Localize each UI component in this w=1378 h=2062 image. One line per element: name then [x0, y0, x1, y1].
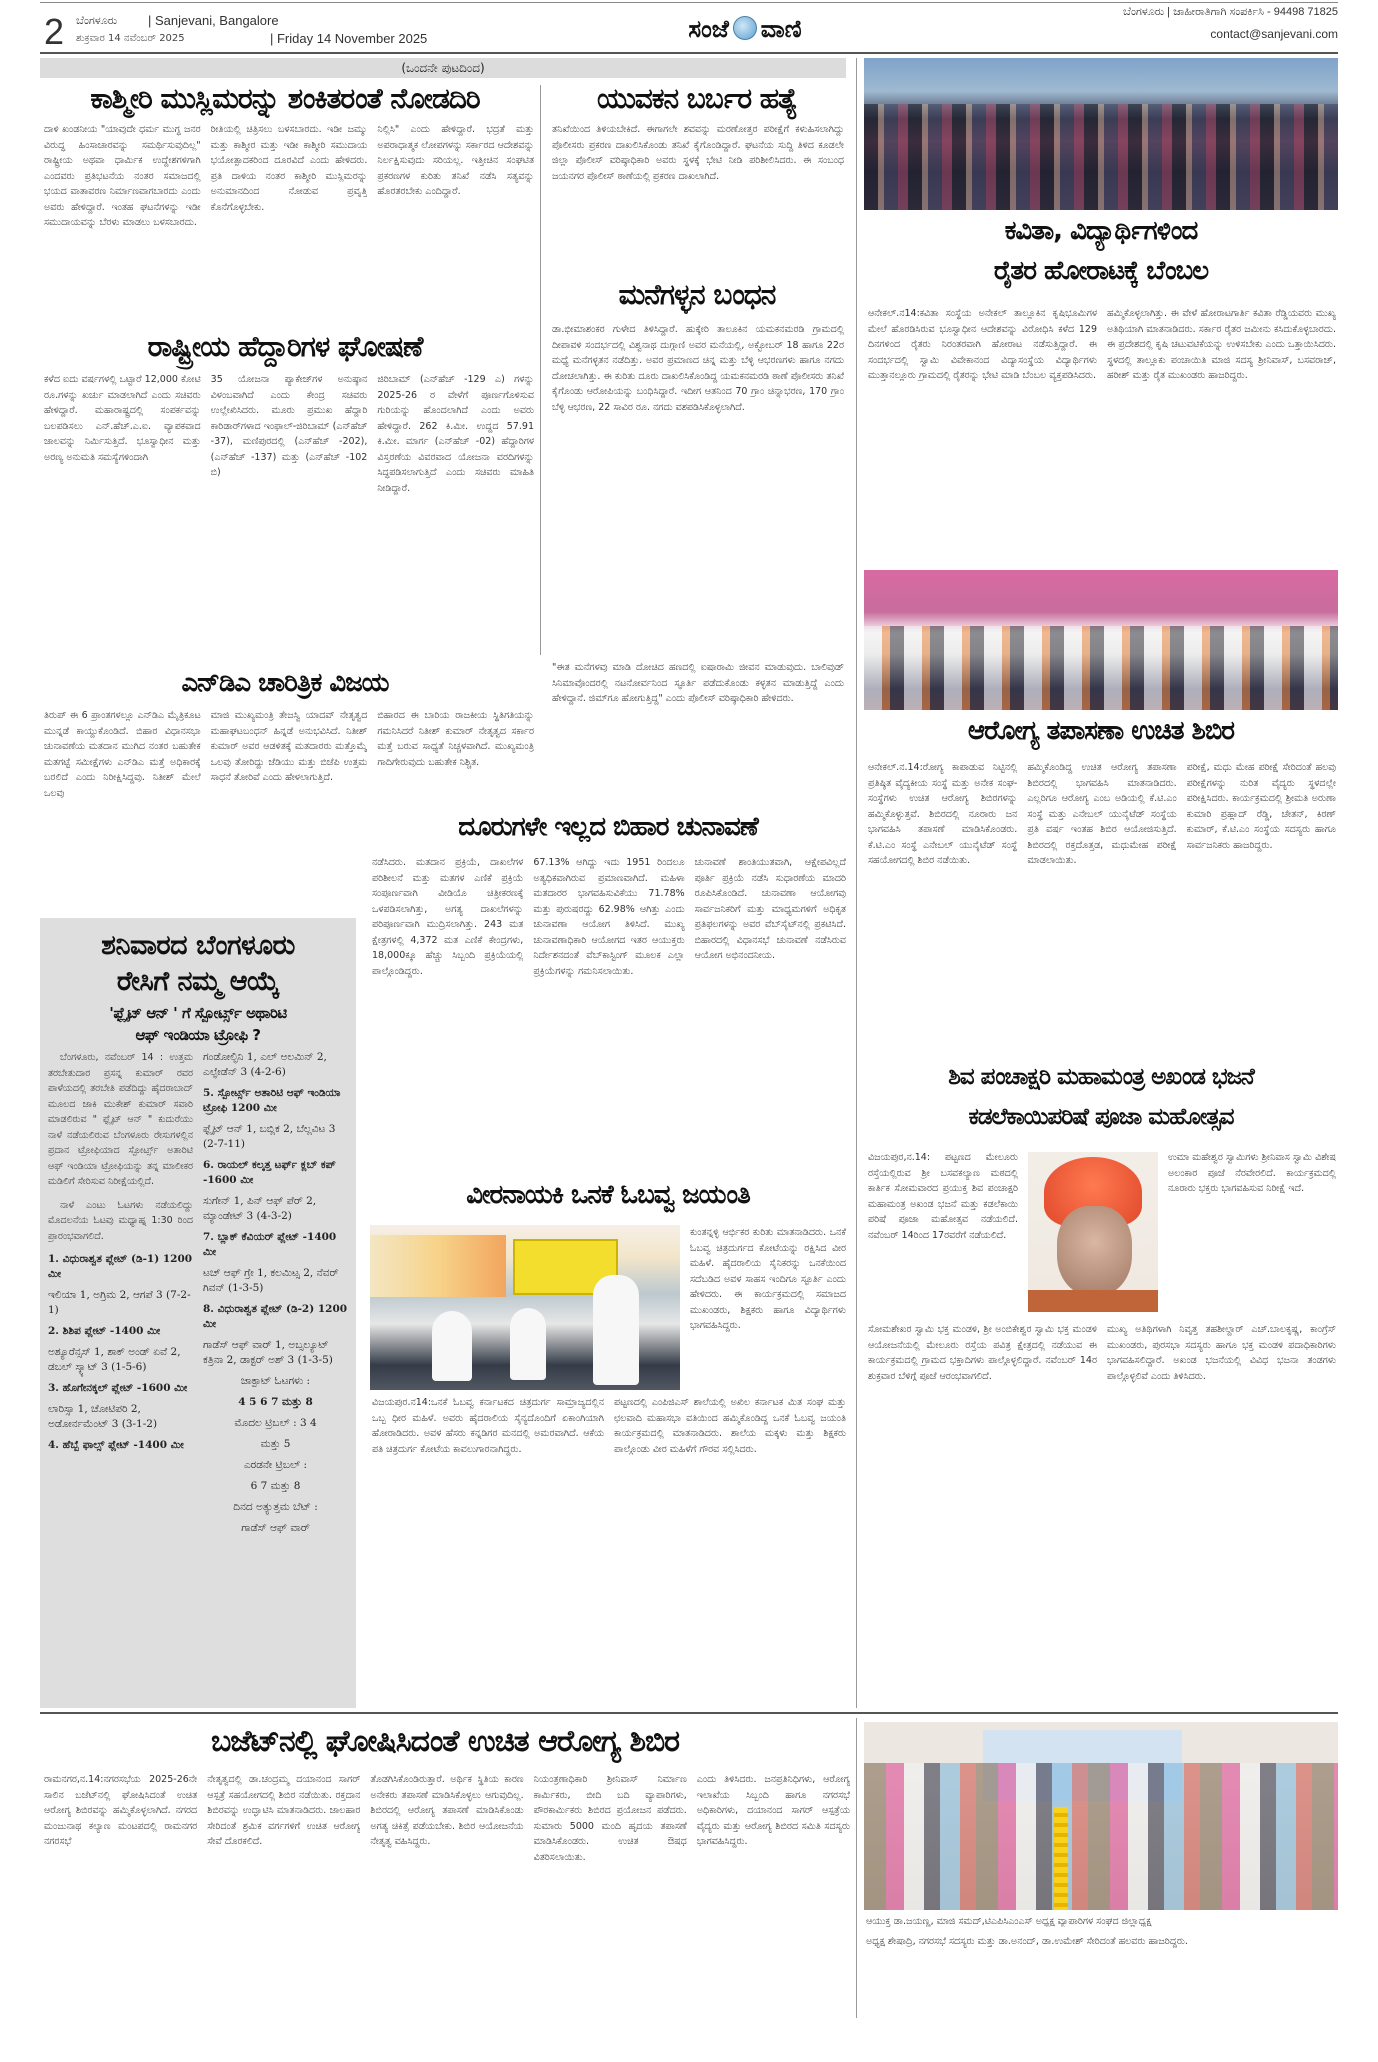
column-divider	[856, 1718, 857, 2018]
race-item	[203, 1302, 348, 1368]
race-picks: ಲಾರಿಸ್ಸಾ 1, ಚೋಟಿಪರಿ 2, ಅಡೋರ್ನಮೆಂಟ್ 3 (3-1-2)	[48, 1403, 158, 1430]
race-item	[48, 1438, 193, 1453]
photo-crowd	[864, 626, 1338, 710]
race-title: 5. ಸ್ಪೋರ್ಟ್ಸ್ ಅತಾರಿಟಿ ಆಫ್ ಇಂಡಿಯಾ ಟ್ರೋಫಿ 1200 ಮೀ	[203, 1087, 341, 1114]
story-column: ರಾಮನಗರ,ನ.14:ನಗರಸಭೆಯ 2025-26ನೇ ಸಾಲಿನ ಬಜೆಟ್‌ನಲ್ಲಿ ಘೋಷಿಸಿದಂತೆ ಉಚಿತ ಆರೋಗ್ಯ ಶಿಬಿರವನ್ನು ಹಮ್ಮಿಕೊಳ್ಳಲಾಗಿದೆ. ನಗರದ ಮಂಜುನಾಥ ಕಲ್ಯಾಣ ಮಂಟಪದಲ್ಲಿ ರಾಮನಗರ ನಗರಸಭೆ	[44, 1774, 198, 1847]
story-column: ಆನೇಕಲ್.ನ14:ಕವಿತಾ ಸಂಸ್ಥೆಯ ಅನೇಕಲ್ ತಾಲ್ಲೂಕಿನ ಕೃಷಿಭೂಮಿಗಳ ಮೇಲೆ ಹೊರಡಿಸಿರುವ ಭೂಸ್ವಾಧೀನ ಆದೇಶವನ್ನು ವಿರೋಧಿಸಿ ಕಳೆದ 129 ದಿನಗಳಿಂದ ರೈತರು ನಿರಂತರವಾಗಿ ಹೋರಾಟ ನಡೆಸುತ್ತಿದ್ದಾರೆ. ಈ ಸಂದರ್ಭದಲ್ಲಿ ಸ್ವಾಮಿ ವಿವೇಕಾನಂದ ವಿದ್ಯಾಸಂಸ್ಥೆಯ ವಿದ್ಯಾರ್ಥಿಗಳು ಮುತ್ತಾನಲ್ಲೂರು ಗ್ರಾಮದಲ್ಲಿ ರೈತರನ್ನು ಭೇಟಿ ಮಾಡಿ ಬೆಂಬಲ ವ್ಯಕ್ತಪಡಿಸಿದರು.	[868, 308, 1097, 381]
edition-label: | Sanjevani, Bangalore	[148, 13, 279, 28]
story-bhajan	[868, 1322, 1336, 1707]
race-list-left	[48, 1252, 193, 1453]
race-title: 3. ಹೊಗೇನಕ್ಕಲ್ ಪ್ಲೇಟ್ -1600 ಮೀ	[48, 1382, 188, 1394]
photo-person	[432, 1311, 472, 1381]
race-picks: ಅಶ್ಯೂರೆನ್ಸಸ್ 1, ಶಾಕ್ ಅಂಡ್ ಏವೆ 2, ಡಬಲ್ ಸ್ಕ್ಯಾಟ್ 3 (1-5-6)	[48, 1346, 181, 1373]
story-column: ಪರೀಕ್ಷೆ, ಮಧು ಮೇಹ ಪರೀಕ್ಷೆ ಸೇರಿದಂತೆ ಹಲವು ಪರೀಕ್ಷೆಗಳನ್ನು ನುರಿತ ವೈದ್ಯರು ಸ್ಥಳದಲ್ಲೇ ಪರೀಕ್ಷಿಸಿದರು. ಕಾರ್ಯಕ್ರಮದಲ್ಲಿ ಶ್ರೀಮತಿ ಅರುಣಾ ಕುಮಾರಿ ಪ್ರಹ್ಲಾದ್ ರೆಡ್ಡಿ, ಚೇತನ್, ಕಿರಣ್ ಕುಮಾರ್, ಕೆ.ಟಿ.ಎಂ ಸಂಸ್ಥೆಯ ಸದಸ್ಯರು ಹಾಗೂ ಸಾರ್ವಜನಿಕರು ಹಾಜರಿದ್ದರು.	[1186, 762, 1336, 851]
photo-robe	[1028, 1290, 1158, 1312]
race-title: 6. ರಾಯಲ್ ಕಲ್ಕತ್ತ ಟರ್ಫ್ ಕ್ಲಬ್ ಕಪ್ -1600 ಮೀ	[203, 1159, 336, 1186]
story-column: ಮಾಜಿ ಮುಖ್ಯಮಂತ್ರಿ ತೇಜಸ್ವಿ ಯಾದವ್ ನೇತೃತ್ವದ ಮಹಾಘಟಬಂಧನ್ ಹಿನ್ನಡೆ ಅನುಭವಿಸಿದೆ. ನಿತೀಶ್ ಕುಮಾರ್ ಅವರ ಆಡಳಿತಕ್ಕೆ ಮತದಾರರು ಮತ್ತೊಮ್ಮೆ ಒಲವು ತೋರಿದ್ದು ಜೆಡಿಯು ಮತ್ತು ಬಿಜೆಪಿ ಉತ್ತಮ ಸಾಧನೆ ತೋರಿವೆ ಎಂದು ಹೇಳಲಾಗುತ್ತಿದೆ.	[210, 710, 368, 783]
race-box-left-column	[48, 1050, 193, 1542]
treble2-label: ಎರಡನೇ ಟ್ರಿಬಲ್ :	[243, 1459, 308, 1471]
jackpot-label: ಜಾಕ್ಪಾಟ್ ಓಟಗಳು :	[240, 1375, 311, 1387]
headline-murder: ಯುವಕನ ಬರ್ಬರ ಹತ್ಯೆ	[597, 82, 797, 115]
story-column: ನೇತೃತ್ವದಲ್ಲಿ ಡಾ.ಚಂದ್ರಮ್ಮ ದಯಾನಂದ ಸಾಗರ್ ಆಸ್ಪತ್ರೆ ಸಹಯೋಗದಲ್ಲಿ ಶಿಬಿರ ನಡೆಯಿತು. ರಕ್ತದಾನ ಶಿಬಿರವನ್ನು ಉದ್ಘಾಟಿಸಿ ಮಾತನಾಡಿದರು. ಜಾಲಹಾರ ಸೇರಿದಂತೆ ಶ್ರಮಿಕ ವರ್ಗಗಳಿಗೆ ಉಚಿತ ಆರೋಗ್ಯ ಸೇವೆ ದೊರಕಲಿದೆ.	[207, 1774, 361, 1847]
story-theft: ಡಾ.ಭೀಮಾಶಂಕರ ಗುಳೇದ ತಿಳಿಸಿದ್ದಾರೆ. ಹುಕ್ಕೇರಿ ತಾಲೂಕಿನ ಯಮಕನಮರಡಿ ಗ್ರಾಮದಲ್ಲಿ ದೀಪಾವಳಿ ಸಂದರ್ಭದಲ್ಲಿ ವಿಶ್ವನಾಥ ದುಗ್ಗಾಣಿ ಅವರ ಮನೆಯಲ್ಲಿ, ಅಕ್ಟೋಬರ್ 18 ಹಾಗೂ 22ರ ಮಧ್ಯೆ ಮನೆಗಳ್ಳತನ ನಡೆದಿತ್ತು. ಅವರ ಪ್ರಮಾಣದ ಚಿನ್ನ ಮತ್ತು ಬೆಳ್ಳಿ ಆಭರಣಗಳು ಹಾಗೂ ನಗದು ದೋಚಲಾಗಿತ್ತು. ಈ ಕುರಿತು ದೂರು ದಾಖಲಿಸಿಕೊಂಡಿದ್ದ ಯಮಕನಮರಡಿ ಠಾಣೆ ಪೊಲೀಸರು ತನಿಖೆ ಕೈಗೊಂಡು ಆರೋಪಿಯನ್ನು ಬಂಧಿಸಿದ್ದಾರೆ. ಇದೀಗ ಆತನಿಂದ 70 ಗ್ರಾಂ ಚಿನ್ನಾಭರಣ, 170 ಗ್ರಾಂ ಬೆಳ್ಳಿ ಆಭರಣ, 22 ಸಾವಿರ ರೂ. ನಗದು ವಶಪಡಿಸಿಕೊಳ್ಳಲಾಗಿದೆ.	[552, 324, 844, 413]
continued-from-page-one: (ಒಂದನೇ ಪುಟದಿಂದ)	[40, 58, 846, 78]
photo-face	[1057, 1206, 1132, 1296]
photo-lamp-lighting	[864, 1722, 1338, 1910]
photo-lamp-flowers	[1054, 1807, 1068, 1910]
section-rule	[40, 1712, 1338, 1714]
story-column: ಆನೇಕಲ್.ನ.14:ರೋಗ್ಯ ಕಾಪಾಡುವ ನಿಟ್ಟಿನಲ್ಲಿ ಪ್ರತಿಷ್ಠಿತ ವೈದ್ಯಕೀಯ ಸಂಸ್ಥೆ ಮತ್ತು ಅನೇಕ ಸಂಘ-ಸಂಸ್ಥೆಗಳು ಉಚಿತ ಆರೋಗ್ಯ ಶಿಬಿರಗಳನ್ನು ಹಮ್ಮಿಕೊಳ್ಳುತ್ತವೆ. ಶಿಬಿರದಲ್ಲಿ ನೂರಾರು ಜನ ಭಾಗವಹಿಸಿ ತಪಾಸಣೆ ಮಾಡಿಸಿಕೊಂಡರು. ಕೆ.ಟಿ.ಎಂ ಸಂಸ್ಥೆ ಎನೇಬಲ್ ಯುನೈಟೆಡ್ ಸಂಸ್ಥೆ ಸಹಯೋಗದಲ್ಲಿ ಶಿಬಿರ ನಡೆಯಿತು.	[868, 762, 1018, 866]
story-bihar	[372, 855, 846, 1155]
story-column: 35 ಯೋಜನಾ ಪ್ಯಾಕೇಜ್‌ಗಳ ಅನುಷ್ಠಾನ ವಿಳಂಬವಾಗಿದೆ ಎಂದು ಕೇಂದ್ರ ಸಚಿವರು ಉಲ್ಲೇಖಿಸಿದರು. ಮೂರು ಪ್ರಮುಖ ಹೆದ್ದಾರಿ ಕಾರಿಡಾರ್‌ಗಳಾದ ಇಂಫಾಲ್-ಜಿರಿಬಾಮ್ (ಎನ್‌ಹೆಚ್ -37), ಮಣಿಪುರದಲ್ಲಿ (ಎನ್‌ಹೆಚ್ -202), (ಎನ್‌ಹೆಚ್ -137) ಮತ್ತು (ಎನ್‌ಹೆಚ್ -102 ಬಿ)	[210, 374, 368, 478]
headline-theft: ಮನೆಗಳ್ಳನ ಬಂಧನ	[618, 278, 776, 311]
story-column: ದಾಳಿ ಖಂಡನೀಯ "ಯಾವುದೇ ಧರ್ಮ ಮುಗ್ಧ ಜನರ ವಿರುದ್ಧ ಹಿಂಸಾಚಾರವನ್ನು ಸಮರ್ಥಿಸುವುದಿಲ್ಲ" ರಾಷ್ಟ್ರೀಯ ಅಥವಾ ಧಾರ್ಮಿಕ ಉದ್ದೇಶಗಳಿಗಾಗಿ ಎಂದವರು ಪ್ರತಿಭಟನೆಯ ನಂತರ ಸಮಾಜದಲ್ಲಿ ಭಯದ ವಾತಾವರಣ ನಿರ್ಮಾಣವಾಗಬಾರದು ಎಂದು ಅವರು ಹೇಳಿದ್ದಾರೆ. ಇಂತಹ ಘಟನೆಗಳನ್ನು ಇಡೀ ಸಮುದಾಯವನ್ನು ಬೆರಳು ಮಾಡಲು ಬಳಸಬಾರದು.	[44, 124, 201, 228]
race-picks: ಗಂಡೋಲ್ಫಿನಿ 1, ಎಲ್ ಅಲಮಿನ್ 2, ಎಲ್ಫೇಡೆನ್ 3 (4-2-6)	[203, 1051, 327, 1078]
city-kannada: ಬೆಂಗಳೂರು	[76, 14, 118, 27]
race-picks: ಟಚ್ ಆಫ್ ಗ್ರೇ 1, ಕಲಮಿಟ್ಸ 2, ನೆವರ್ ಗಿವನ್ (1-3-5)	[203, 1267, 339, 1294]
race-item	[203, 1086, 348, 1152]
column-divider	[540, 85, 541, 655]
story-column: 67.13% ಆಗಿದ್ದು ಇದು 1951 ರಿಂದಲೂ ಅತ್ಯಧಿಕವಾಗಿರುವ ಪ್ರಮಾಣವಾಗಿದೆ. ಮಹಿಳಾ ಮತದಾರರ ಭಾಗವಹಿಸುವಿಕೆಯು 71.78% ಮತ್ತು ಪುರುಷರದ್ದು 62.98% ಆಗಿತ್ತು ಎಂದು ಚುನಾವಣಾ ಆಯೋಗ ತಿಳಿಸಿದೆ. ಮುಖ್ಯ ಚುನಾವಣಾಧಿಕಾರಿ ಆಯೋಗದ ಇತರ ಆಯುಕ್ತರು ನಿರ್ದೇಶನದಂತೆ ವೆಬ್‌ಕಾಸ್ಟಿಂಗ್ ಮೂಲಕ ಎಲ್ಲಾ ಪ್ರಕ್ರಿಯೆಗಳನ್ನು ಗಮನಿಸಲಾಯಿತು.	[533, 857, 685, 977]
logo-text-left: ಸಂಜೆ	[688, 13, 729, 43]
headline-bhajan-line2: ಕಡಲೆಕಾಯಿಪರಿಷೆ ಪೂಜಾ ಮಹೋತ್ಸವ	[968, 1104, 1234, 1130]
top-rule	[40, 2, 1338, 3]
story-column: ನಿಲ್ಲಿಸಿ" ಎಂದು ಹೇಳಿದ್ದಾರೆ. ಭದ್ರತೆ ಮತ್ತು ಅಪರಾಧಾತ್ಮಕ ಲೋಪಗಳನ್ನು ಸರ್ಕಾರದ ಆದೇಶವನ್ನು ನಿರ್ಲಕ್ಷಿಸುವುದು ಸರಿಯಲ್ಲ. ಇತ್ತೀಚಿನ ಸಂಘಟಿತ ಪ್ರಕರಣಗಳ ಕುರಿತು ತನಿಖೆ ನಡೆಸಿ ಸತ್ಯವನ್ನು ಹೊರತರಬೇಕು ಎಂದಿದ್ದಾರೆ.	[377, 124, 534, 197]
race-item	[203, 1230, 348, 1296]
best-bet-value: ಗಾಡೆಸ್ ಆಫ್ ವಾರ್	[241, 1522, 310, 1534]
photo-students-farmers	[864, 58, 1338, 210]
race-item	[48, 1324, 193, 1375]
treble1-value: ಮತ್ತು 5	[260, 1438, 291, 1450]
story-murder: ತನಿಖೆಯಿಂದ ತಿಳಿಯಬೇಕಿದೆ. ಈಗಾಗಲೇ ಶವವನ್ನು ಮರಣೋತ್ತರ ಪರೀಕ್ಷೆಗೆ ಕಳುಹಿಸಲಾಗಿದ್ದು ಪೊಲೀಸರು ಪ್ರಕರಣ ದಾಖಲಿಸಿಕೊಂಡು ತನಿಖೆ ಕೈಗೊಂಡಿದ್ದಾರೆ. ಘಟನೆಯ ಸುದ್ದಿ ತಿಳಿದ ಕೂಡಲೇ ಜಿಲ್ಲಾ ಪೊಲೀಸ್ ವರಿಷ್ಠಾಧಿಕಾರಿ ಅವರು ಸ್ಥಳಕ್ಕೆ ಭೇಟಿ ನೀಡಿ ಪರಿಶೀಲಿಸಿದರು. ಈ ಸಂಬಂಧ ಜಯನಗರ ಪೊಲೀಸ್ ಠಾಣೆಯಲ್ಲಿ ಪ್ರಕರಣ ದಾಖಲಾಗಿದೆ.	[552, 124, 844, 182]
story-farmers	[868, 306, 1336, 556]
story-bhajan-left: ವಿಜಯಪುರ,ನ.14: ಪಟ್ಟಣದ ಮೇಲೂರು ರಸ್ತೆಯಲ್ಲಿರುವ ಶ್ರೀ ಬಸವಕಲ್ಯಾಣ ಮಠದಲ್ಲಿ ಕಾರ್ತಿಕ ಸೋಮವಾರದ ಪ್ರಯುಕ್ತ ಶಿವ ಪಂಚಾಕ್ಷರಿ ಮಹಾಮಂತ್ರ ಅಖಂಡ ಭಜನೆ ಮತ್ತು ಕಡಲೆಕಾಯಿ ಪರಿಷೆ ಪೂಜಾ ಮಹೋತ್ಸವ ನಡೆಯಲಿದೆ. ನವೆಂಬರ್ 14ರಿಂದ 17ರವರೆಗೆ ನಡೆಯಲಿದೆ.	[868, 1152, 1018, 1241]
story-column: ಎಂದು ತಿಳಿಸಿದರು. ಜನಪ್ರತಿನಿಧಿಗಳು, ಆರೋಗ್ಯ ಇಲಾಖೆಯ ಸಿಬ್ಬಂದಿ ಹಾಗೂ ನಗರಸಭೆ ಅಧಿಕಾರಿಗಳು, ದಯಾನಂದ ಸಾಗರ್ ಆಸ್ಪತ್ರೆಯ ವೈದ್ಯರು ಮತ್ತು ಆರೋಗ್ಯ ಶಿಬಿರದ ಸಮಿತಿ ಸದಸ್ಯರು ಭಾಗವಹಿಸಿದ್ದರು.	[696, 1774, 850, 1847]
story-column: ವಿಜಯಪುರ.ನ14:ಒನಕೆ ಓಬವ್ವ ಕರ್ನಾಟಕದ ಚಿತ್ರದುರ್ಗ ಸಾಮ್ರಾಜ್ಯದಲ್ಲಿನ ಒಬ್ಬ ಧೀರ ಮಹಿಳೆ. ಅವರು ಹೈದರಾಲಿಯ ಸೈನ್ಯದೊಂದಿಗೆ ಏಕಾಂಗಿಯಾಗಿ ಹೋರಾಡಿದರು. ಅವಳ ಹೆಸರು ಕನ್ನಡಿಗರ ಮನದಲ್ಲಿ ಅಮರವಾಗಿದೆ. ಆಕೆಯ ಪತಿ ಚಿತ್ರದುರ್ಗ ಕೋಟೆಯ ಕಾವಲುಗಾರನಾಗಿದ್ದರು.	[372, 1397, 604, 1455]
treble1-label: ಮೊದಲ ಟ್ರಿಬಲ್ : 3 4	[234, 1417, 317, 1429]
headline-nda: ಎನ್‌ಡಿಎ ಚಾರಿತ್ರಿಕ ವಿಜಯ	[181, 668, 389, 698]
photo-crowd	[864, 1763, 1338, 1910]
story-obavva-right: ಕುಂತನ್ನಳ್ಳಿ ಆರ್ಭಿಕರ ಕುರಿತು ಮಾತನಾಡಿದರು. ಒನಕೆ ಓಬವ್ವ ಚಿತ್ರದುರ್ಗದ ಕೋಟೆಯನ್ನು ರಕ್ಷಿಸಿದ ವೀರ ಮಹಿಳೆ. ಹೈದರಾಲಿಯ ಸೈನಿಕರನ್ನು ಒನಕೆಯಿಂದ ಸದೆಬಡಿದ ಅವಳ ಸಾಹಸ ಇಂದಿಗೂ ಸ್ಫೂರ್ತಿ ಎಂದು ಹೇಳಿದರು. ಈ ಕಾರ್ಯಕ್ರಮದಲ್ಲಿ ಸಮಾಜದ ಮುಖಂಡರು, ಶಿಕ್ಷಕರು ಹಾಗೂ ವಿದ್ಯಾರ್ಥಿಗಳು ಭಾಗವಹಿಸಿದ್ದರು.	[690, 1227, 846, 1331]
ad-contact: ಬೆಂಗಳೂರು | ಜಾಹೀರಾತಿಗಾಗಿ ಸಂಪರ್ಕಿಸಿ - 94498 71825	[1123, 6, 1338, 18]
story-column: ಬಿಹಾರದ ಈ ಬಾರಿಯ ರಾಜಕೀಯ ಸ್ಥಿತಿಗತಿಯನ್ನು ಗಮನಿಸಿದರೆ ನಿತೀಶ್ ಕುಮಾರ್ ನೇತೃತ್ವದ ಸರ್ಕಾರ ಮತ್ತೆ ಬರುವ ಸಾಧ್ಯತೆ ನಿಚ್ಚಳವಾಗಿದೆ. ಮುಖ್ಯಮಂತ್ರಿ ಗಾದಿಗೇರುವುದು ಬಹುತೇಕ ನಿಶ್ಚಿತ.	[377, 710, 534, 768]
newspaper-logo	[660, 10, 830, 46]
photo-swamiji-portrait	[1028, 1152, 1158, 1312]
headline-farmers-line2: ರೈತರ ಹೋರಾಟಕ್ಕೆ ಬೆಂಬಲ	[993, 256, 1209, 286]
globe-icon	[733, 16, 757, 40]
story-column: ಪಟ್ಟಣದಲ್ಲಿ ಎಂಪಿಜಿಎಸ್ ಶಾಲೆಯಲ್ಲಿ ಅಖಿಲ ಕರ್ನಾಟಕ ಮಿತ ಸಂಘ ಮತ್ತು ಛಲವಾದಿ ಮಹಾಸಭಾ ವತಿಯಿಂದ ಹಮ್ಮಿಕೊಂಡಿದ್ದ ಒನಕೆ ಓಬವ್ವ ಜಯಂತಿ ಕಾರ್ಯಕ್ರಮದಲ್ಲಿ ಮಾತನಾಡಿದರು. ಶಾಲೆಯ ಮಕ್ಕಳು ಮತ್ತು ಶಿಕ್ಷಕರು ಪಾಲ್ಗೊಂಡು ವೀರ ಮಹಿಳೆಗೆ ಗೌರವ ಸಲ್ಲಿಸಿದರು.	[614, 1397, 846, 1455]
race-title: 4. ಹೆಬ್ಬೆ ಫಾಲ್ಸ್ ಪ್ಲೇಟ್ -1400 ಮೀ	[48, 1439, 184, 1451]
treble2-value: 6 7 ಮತ್ತು 8	[250, 1480, 301, 1492]
masthead-rule	[40, 52, 1338, 54]
story-column: ತೊಡಗಿಸಿಕೊಂಡಿರುತ್ತಾರೆ. ಅರ್ಥಿಕ ಸ್ಥಿತಿಯ ಕಾರಣ ಅನೇಕರು ತಪಾಸಣೆ ಮಾಡಿಸಿಕೊಳ್ಳಲು ಆಗುವುದಿಲ್ಲ. ಶಿಬಿರದಲ್ಲಿ ಆರೋಗ್ಯ ತಪಾಸಣೆ ಮಾಡಿಸಿಕೊಂಡು ಅಗತ್ಯ ಚಿಕಿತ್ಸೆ ಪಡೆಯಬೇಕು. ಶಿಬಿರ ಆಯೋಜನೆಯ ನೇತೃತ್ವ ವಹಿಸಿದ್ದರು.	[370, 1774, 524, 1847]
photo-person	[510, 1308, 546, 1380]
headline-highways: ರಾಷ್ಟ್ರೀಯ ಹೆದ್ದಾರಿಗಳ ಘೋಷಣೆ	[147, 330, 423, 363]
headline-budget: ಬಜೆಟ್‌ನಲ್ಲಿ ಘೋಷಿಸಿದಂತೆ ಉಚಿತ ಆರೋಗ್ಯ ಶಿಬಿರ	[210, 1724, 680, 1759]
photo-caption: ಆಯುಕ್ತ ಡಾ.ಜಯಣ್ಣ, ಮಾಜಿ ಸಮದ್,ಟಿಎಪಿಸಿಎಂಎಸ್ ಅಧ್ಯಕ್ಷ ವ್ಯಾಪಾರಿಗಳ ಸಂಘದ ಜಿಲ್ಲಾಧ್ಯಕ್ಷ	[866, 1916, 1152, 1927]
story-column: ನಿಯಂತ್ರಣಾಧಿಕಾರಿ ಶ್ರೀನಿವಾಸ್ ನಿರ್ಮಾಣ ಕಾರ್ಮಿಕರು, ಬೀದಿ ಬದಿ ವ್ಯಾಪಾರಿಗಳು, ಪೌರಕಾರ್ಮಿಕರು ಶಿಬಿರದ ಪ್ರಯೋಜನ ಪಡೆದರು. ಸುಮಾರು 5000 ಮಂದಿ ಹೃದಯ ತಪಾಸಣೆ ಮಾಡಿಸಿಕೊಂಡರು. ಉಚಿತ ಔಷಧ ವಿತರಿಸಲಾಯಿತು.	[533, 1774, 687, 1863]
story-column: ತಿರುಪ್ ಈ 6 ಪ್ರಾಂತಗಳಲ್ಲೂ ಎನ್‌ಡಿಎ ಮೈತ್ರಿಕೂಟ ಮುನ್ನಡೆ ಕಾಯ್ದುಕೊಂಡಿದೆ. ಬಿಹಾರ ವಿಧಾನಸಭಾ ಚುನಾವಣೆಯ ಮತದಾನ ಮುಗಿದ ನಂತರ ಬಹುತೇಕ ಮತಗಟ್ಟೆ ಸಮೀಕ್ಷೆಗಳು ಎನ್‌ಡಿಎ ಮತ್ತೆ ಅಧಿಕಾರಕ್ಕೆ ಬರಲಿದೆ ಎಂದು ನಿರೀಕ್ಷಿಸಿದ್ದವು. ನಿತೀಶ್ ಮೇಲೆ ಒಲವು	[44, 710, 201, 799]
race-box-title-line2: ರೇಸಿಗೆ ನಮ್ಮ ಆಯ್ಕೆ	[116, 966, 280, 997]
story-column: ನಡೆಸಿದರು. ಮತದಾನ ಪ್ರಕ್ರಿಯೆ, ದಾಖಲೆಗಳ ಪರಿಶೀಲನೆ ಮತ್ತು ಮತಗಳ ಎಣಿಕೆ ಪ್ರಕ್ರಿಯೆ ಸಂಪೂರ್ಣವಾಗಿ ವೀಡಿಯೊ ಚಿತ್ರೀಕರಣಕ್ಕೆ ಒಳಪಡಿಸಲಾಗಿತ್ತು, ಅಗತ್ಯ ದಾಖಲೆಗಳನ್ನು ಪರಿಪೂರ್ಣವಾಗಿ ಮುದ್ರಿಸಲಾಗಿತ್ತು. 243 ಮತ ಕ್ಷೇತ್ರಗಳಲ್ಲಿ 4,372 ಮತ ಎಣಿಕೆ ಕೇಂದ್ರಗಳು, 18,000ಕ್ಕೂ ಹೆಚ್ಚು ಸಿಬ್ಬಂದಿ ಪ್ರಕ್ರಿಯೆಯಲ್ಲಿ ಪಾಲ್ಗೊಂಡಿದ್ದರು.	[372, 857, 524, 977]
race-box-right-column	[203, 1050, 348, 1542]
photo-banner	[370, 1235, 506, 1297]
photo-obavva-event	[370, 1225, 680, 1390]
logo-text-right: ವಾಣಿ	[760, 13, 802, 43]
story-column: ಚುನಾವಣೆ ಶಾಂತಿಯುತವಾಗಿ, ಆಕ್ಷೇಪವಿಲ್ಲದೆ ಪೂರ್ತಿ ಪ್ರಕ್ರಿಯೆ ನಡೆಸಿ ಸುಧಾರಣೆಯ ಮಾದರಿ ರೂಪಿಸಿಕೊಂಡಿದೆ. ಚುನಾವಣಾ ಆಯೋಗವು ಸಾರ್ವಜನಿಕರಿಗೆ ಮತ್ತು ಮಾಧ್ಯಮಗಳಿಗೆ ಅಧಿಕೃತ ಪ್ರತಿಫಲಗಳನ್ನು ಅವರ ವೆಬ್‌ಸೈಟ್‌ನಲ್ಲಿ ಪ್ರಕಟಿಸಿದೆ. ಬಿಹಾರದಲ್ಲಿ ವಿಧಾನಸಭೆ ಚುನಾವಣೆ ನಡೆಸಿರುವ ಆಯೋಗ ಅಭಿನಂದನೀಯ.	[694, 857, 846, 961]
race-picks: ಗಾಡೆಸ್ ಆಫ್ ವಾರ್ 1, ಅಬ್ಸಲ್ಯೂಟ್ ಕತ್ರಿನಾ 2, ಡಾಕ್ಟರ್ ಅಶ್ 3 (1-3-5)	[203, 1339, 333, 1366]
story-budget	[44, 1772, 850, 2022]
headline-farmers-line1: ಕವಿತಾ, ವಿದ್ಯಾರ್ಥಿಗಳಿಂದ	[1004, 216, 1198, 246]
photo-crowd	[864, 104, 1338, 210]
race-intro-2: ನಾಳೆ ಎಂಟು ಓಟಗಳು ನಡೆಯಲಿದ್ದು ಮೊದಲನೆಯ ಓಟವು ಮಧ್ಯಾಹ್ನ 1:30 ರಿಂದ ಪ್ರಾರಂಭವಾಗಲಿದೆ.	[48, 1199, 193, 1242]
race-item	[48, 1381, 193, 1432]
story-theft-quote: "ಈತ ಮನೆಗಳವು ಮಾಡಿ ದೋಚಿದ ಹಣದಲ್ಲಿ ಐಷಾರಾಮಿ ಜೀವನ ಮಾಡುವುದು. ಬಾಲಿವುಡ್ ಸಿನಿಮಾವೊಂದರಲ್ಲಿ ನಟನೋರ್ವನಿಂದ ಸ್ಫೂರ್ತಿ ಪಡೆದುಕೊಂಡು ಕಳ್ಳತನ ಮಾಡುತ್ತಿದ್ದೆ ಎಂದು ಹೇಳಿದ್ದಾನೆ. ಜಿಮ್‌ಗೂ ಹೋಗುತ್ತಿದ್ದ" ಎಂದು ಪೊಲೀಸ್ ವರಿಷ್ಠಾಧಿಕಾರಿ ಹೇಳಿದರು.	[552, 662, 844, 704]
story-column: ಮುಖ್ಯ ಅತಿಥಿಗಳಾಗಿ ನಿವೃತ್ತ ತಹಶೀಲ್ದಾರ್ ಎಚ್.ಬಾಲಕೃಷ್ಣ, ಕಾಂಗ್ರೆಸ್ ಮುಖಂಡರು, ಪುರಸಭಾ ಸದಸ್ಯರು ಹಾಗೂ ಭಕ್ತ ಮಂಡಳಿ ಪದಾಧಿಕಾರಿಗಳು ಭಾಗವಹಿಸಲಿದ್ದಾರೆ. ಅಖಂಡ ಭಜನೆಯಲ್ಲಿ ವಿವಿಧ ಭಜನಾ ತಂಡಗಳು ಪಾಲ್ಗೊಳ್ಳಲಿವೆ ಎಂದು ತಿಳಿಸಿದರು.	[1107, 1324, 1336, 1382]
race-item	[48, 1252, 193, 1318]
race-title: 7. ಬ್ಲಾಕ್ ಕೆವಿಯರ್ ಪ್ಲೇಟ್ -1400 ಮೀ	[203, 1231, 337, 1258]
story-column: ಕಳೆದ ಐದು ವರ್ಷಗಳಲ್ಲಿ ಒಟ್ಟಾರೆ 12,000 ಕೋಟಿ ರೂ.ಗಳನ್ನು ಖರ್ಚು ಮಾಡಲಾಗಿದೆ ಎಂದು ಸಚಿವರು ಹೇಳಿದ್ದಾರೆ. ಮಹಾರಾಷ್ಟ್ರದಲ್ಲಿ ಸಂಪರ್ಕವನ್ನು ಬಲಪಡಿಸಲು ಎನ್.ಹೆಚ್.ಎ.ಐ. ವ್ಯಾಪಕವಾದ ಜಾಲವನ್ನು ನಿರ್ಮಿಸುತ್ತಿದೆ. ಭೂಸ್ವಾಧೀನ ಮತ್ತು ಅರಣ್ಯ ಅನುಮತಿ ಸಮಸ್ಯೆಗಳಿಂದಾಗಿ	[44, 374, 201, 463]
race-intro: ಬೆಂಗಳೂರು, ನವೆಂಬರ್ 14 : ಉತ್ತಮ ತರಬೇತುದಾರ ಪ್ರಸನ್ನ ಕುಮಾರ್ ರವರ ಪಾಳೆಯದಲ್ಲಿ ತರಬೇತಿ ಪಡೆದಿದ್ದು ಹೈದರಾಬಾದ್ ಮೂಲದ ಜಾಕಿ ಮುಕೇಶ್ ಕುಮಾರ್ ಸವಾರಿ ಮಾಡಲಿರುವ " ಫ್ಲೈಟ್ ಆನ್ " ಕುದುರೆಯು ನಾಳೆ ನಡೆಯಲಿರುವ ಬೆಂಗಳೂರು ರೇಸುಗಳಲ್ಲಿನ ಪ್ರದಾನ ಟ್ರೋಫಿಯಾದ ಸ್ಪೋರ್ಟ್ಸ್ ಅತಾರಿಟಿ ಆಫ್ ಇಂಡಿಯಾ ಟ್ರೋಫಿಯನ್ನು ತನ್ನ ಮಾಲೀಕರ ಮಡಿಲಿಗೆ ಸೇರಿಸುವ ನಿರೀಕ್ಷೆಯಲ್ಲಿದೆ.	[48, 1052, 193, 1187]
race-title: 1. ವಿಧುರಾಶ್ವತ ಪ್ಲೇಟ್ (ಡಿ-1) 1200 ಮೀ	[48, 1253, 193, 1280]
headline-health-camp: ಆರೋಗ್ಯ ತಪಾಸಣಾ ಉಚಿತ ಶಿಬಿರ	[967, 716, 1235, 746]
photo-caption-continued: ಅಧ್ಯಕ್ಷ ಶೇಷಾದ್ರಿ, ನಗರಸಭೆ ಸದಸ್ಯರು ಮತ್ತು ಡಾ.ಅನಂದ್, ಡಾ.ಉಮೇಶ್ ಸೇರಿದಂತೆ ಹಲವರು ಹಾಜರಿದ್ದರು.	[866, 1936, 1188, 1947]
race-title: 2. ಶಿಶಿಪ ಪ್ಲೇಟ್ -1400 ಮೀ	[48, 1325, 161, 1337]
photo-person	[593, 1275, 639, 1385]
story-column: ಸೋಮಶೇಖರ ಸ್ವಾಮಿ ಭಕ್ತ ಮಂಡಳಿ, ಶ್ರೀ ಅಂಬಿಕೇಶ್ವರ ಸ್ವಾಮಿ ಭಕ್ತ ಮಂಡಳಿ ಆಯೋಜನೆಯಲ್ಲಿ ಮೇಲೂರು ರಸ್ತೆಯ ಪವಿತ್ರ ಕ್ಷೇತ್ರದಲ್ಲಿ ನಡೆಯುವ ಈ ಕಾರ್ಯಕ್ರಮದಲ್ಲಿ ಗ್ರಾಮದ ಭಕ್ತಾದಿಗಳು ಪಾಲ್ಗೊಳ್ಳಲಿದ್ದಾರೆ. ನವೆಂಬರ್ 14ರ ಶುಕ್ರವಾರ ಬೆಳಿಗ್ಗೆ ಪೂಜೆ ಆರಂಭವಾಗಲಿದೆ.	[868, 1324, 1097, 1382]
race-item	[203, 1158, 348, 1224]
story-column: ರೀತಿಯಲ್ಲಿ ಚಿತ್ರಿಸಲು ಬಳಸಬಾರದು. ಇಡೀ ಜಮ್ಮು ಮತ್ತು ಕಾಶ್ಮೀರ ಮತ್ತು ಇಡೀ ಕಾಶ್ಮೀರಿ ಸಮುದಾಯ ಭಯೋತ್ಪಾದಕರಿಂದ ದೂರವಿದೆ ಎಂದು ಹೇಳಿದರು. ಪ್ರತಿ ದಾಳಿಯ ನಂತರ ಕಾಶ್ಮೀರಿ ಮುಸ್ಲಿಮರನ್ನು ಅನುಮಾನದಿಂದ ನೋಡುವ ಪ್ರವೃತ್ತಿ ಕೊನೆಗೊಳ್ಳಬೇಕು.	[210, 124, 368, 213]
race-picks: ಫ್ಲೈಟ್ ಆನ್ 1, ಬಬ್ಲಿಕ 2, ಬೆಲ್ಲವಿಟ 3 (2-7-11)	[203, 1123, 336, 1150]
date-english: | Friday 14 November 2025	[270, 31, 428, 46]
race-picks: ಇಲಿಯಾ 1, ಅಗ್ರಿಮ 2, ಆಗಪೆ 3 (7-2-1)	[48, 1289, 191, 1316]
race-picks: ಸುಗೇನ್ 1, ಪಿನ್ ಆಫ್ ಪೆರ್ 2, ಮ್ಯಾಂಡೇಟ್ 3 (4-3-2)	[203, 1195, 317, 1222]
story-obavva	[372, 1395, 846, 1707]
column-divider	[856, 58, 857, 1708]
headline-kashmir: ಕಾಶ್ಮೀರಿ ಮುಸ್ಲಿಮರನ್ನು ಶಂಕಿತರಂತೆ ನೋಡದಿರಿ	[90, 82, 480, 115]
story-bhajan-right: ಉಮಾ ಮಹೇಶ್ವರ ಸ್ವಾಮಿಗಳು ಶ್ರೀನಿವಾಸ ಸ್ವಾಮಿ ವಿಶೇಷ ಅಲಂಕಾರ ಪೂಜೆ ನೆರವೇರಲಿದೆ. ಕಾರ್ಯಕ್ರಮದಲ್ಲಿ ನೂರಾರು ಭಕ್ತರು ಭಾಗವಹಿಸುವ ನಿರೀಕ್ಷೆ ಇದೆ.	[1168, 1152, 1336, 1194]
race-box-subtitle-line1: 'ಫ್ಲೈಟ್ ಆನ್ ' ಗೆ ಸ್ಪೋರ್ಟ್ಸ್ ಅಥಾರಿಟಿ	[109, 1004, 287, 1022]
story-kashmir	[44, 122, 534, 312]
race-box-subtitle-line2: ಆಫ್ ಇಂಡಿಯಾ ಟ್ರೋಫಿ ?	[135, 1026, 261, 1044]
story-highways	[44, 372, 534, 647]
story-column: ಹಮ್ಮಿಕೊಂಡಿದ್ದ ಉಚಿತ ಆರೋಗ್ಯ ತಪಾಸಣಾ ಶಿಬಿರದಲ್ಲಿ ಭಾಗವಹಿಸಿ ಮಾತನಾಡಿದರು. ಎಲ್ಲರಿಗೂ ಆರೋಗ್ಯ ಎಂಬ ಅಡಿಯಲ್ಲಿ ಕೆ.ಟಿ.ಎಂ ಸಂಸ್ಥೆ ಮತ್ತು ಎನೇಬಲ್ ಯುನೈಟೆಡ್ ಸಂಸ್ಥೆಯ ಪ್ರತಿ ವರ್ಷ ಇಂತಹ ಶಿಬಿರ ಆಯೋಜಿಸುತ್ತಿದೆ. ಶಿಬಿರದಲ್ಲಿ ರಕ್ತದೊತ್ತಡ, ಮಧುಮೇಹ ಪರೀಕ್ಷೆ ಮಾಡಲಾಯಿತು.	[1027, 762, 1177, 866]
date-kannada: ಶುಕ್ರವಾರ 14 ನವೆಂಬರ್ 2025	[76, 33, 185, 44]
contact-email[interactable]: contact@sanjevani.com	[1210, 27, 1338, 41]
headline-bhajan-line1: ಶಿವ ಪಂಚಾಕ್ಷರಿ ಮಹಾಮಂತ್ರ ಅಖಂಡ ಭಜನೆ	[948, 1064, 1254, 1090]
headline-obavva: ವೀರನಾಯಕಿ ಒನಕೆ ಓಬವ್ವ ಜಯಂತಿ	[466, 1180, 750, 1210]
jackpot-value: 4 5 6 7 ಮತ್ತು 8	[238, 1396, 313, 1408]
race-title: 8. ವಿಧುರಾಶ್ವತ ಪ್ಲೇಟ್ (ಡಿ-2) 1200 ಮೀ	[203, 1303, 348, 1330]
story-column: ಹಮ್ಮಿಕೊಳ್ಳಲಾಗಿತ್ತು. ಈ ವೇಳೆ ಹೋರಾಟಗಾರ್ತಿ ಕವಿತಾ ರೆಡ್ಡಿಯವರು ಮುಖ್ಯ ಅತಿಥಿಯಾಗಿ ಮಾತನಾಡಿದರು. ಸರ್ಕಾರ ರೈತರ ಜಮೀನು ಕಸಿದುಕೊಳ್ಳಬಾರದು. ಈ ಪ್ರದೇಶದಲ್ಲಿ ಕೃಷಿ ಚಟುವಟಿಕೆಯನ್ನು ಉಳಿಸಬೇಕು ಎಂದು ಒತ್ತಾಯಿಸಿದರು. ಸ್ಥಳದಲ್ಲಿ ತಾಲ್ಲೂಕು ಪಂಚಾಯಿತಿ ಮಾಜಿ ಸದಸ್ಯ ಶ್ರೀನಿವಾಸ್, ಬಸವರಾಜ್, ಹರೀಶ್ ಮತ್ತು ರೈತ ಮುಖಂಡರು ಹಾಜರಿದ್ದರು.	[1107, 308, 1336, 381]
race-item	[203, 1050, 348, 1080]
race-box-body	[48, 1050, 348, 1542]
race-box-title-line1: ಶನಿವಾರದ ಬೆಂಗಳೂರು	[101, 930, 295, 961]
photo-health-camp	[864, 570, 1338, 710]
story-health-camp	[868, 760, 1336, 1050]
race-tips-box	[40, 918, 356, 1708]
page-number: 2	[44, 11, 65, 52]
story-column: ಜಿರಿಬಾಮ್ (ಎನ್‌ಹೆಚ್ -129 ಎ) ಗಳನ್ನು 2025-26 ರ ವೇಳೆಗೆ ಪೂರ್ಣಗೊಳಿಸುವ ಗುರಿಯನ್ನು ಹೊಂದಲಾಗಿದೆ ಎಂದು ಅವರು ಹೇಳಿದ್ದಾರೆ. 262 ಕಿ.ಮೀ. ಉದ್ದದ 57.91 ಕಿ.ಮೀ. ಮಾರ್ಗ (ಎನ್‌ಹೆಚ್ -02) ಹೆದ್ದಾರಿಗಳ ವಿಸ್ತರಣೆಯ ವಿವರವಾದ ಯೋಜನಾ ವರದಿಗಳನ್ನು ಸಿದ್ಧಪಡಿಸಲಾಗುತ್ತಿದೆ ಎಂದು ಸಚಿವರು ಮಾಹಿತಿ ನೀಡಿದ್ದಾರೆ.	[377, 374, 534, 494]
headline-bihar: ದೂರುಗಳೇ ಇಲ್ಲದ ಬಿಹಾರ ಚುನಾವಣೆ	[458, 812, 758, 842]
best-bet-label: ದಿನದ ಅತ್ಯುತ್ತಮ ಬೆಟ್ :	[233, 1501, 318, 1513]
